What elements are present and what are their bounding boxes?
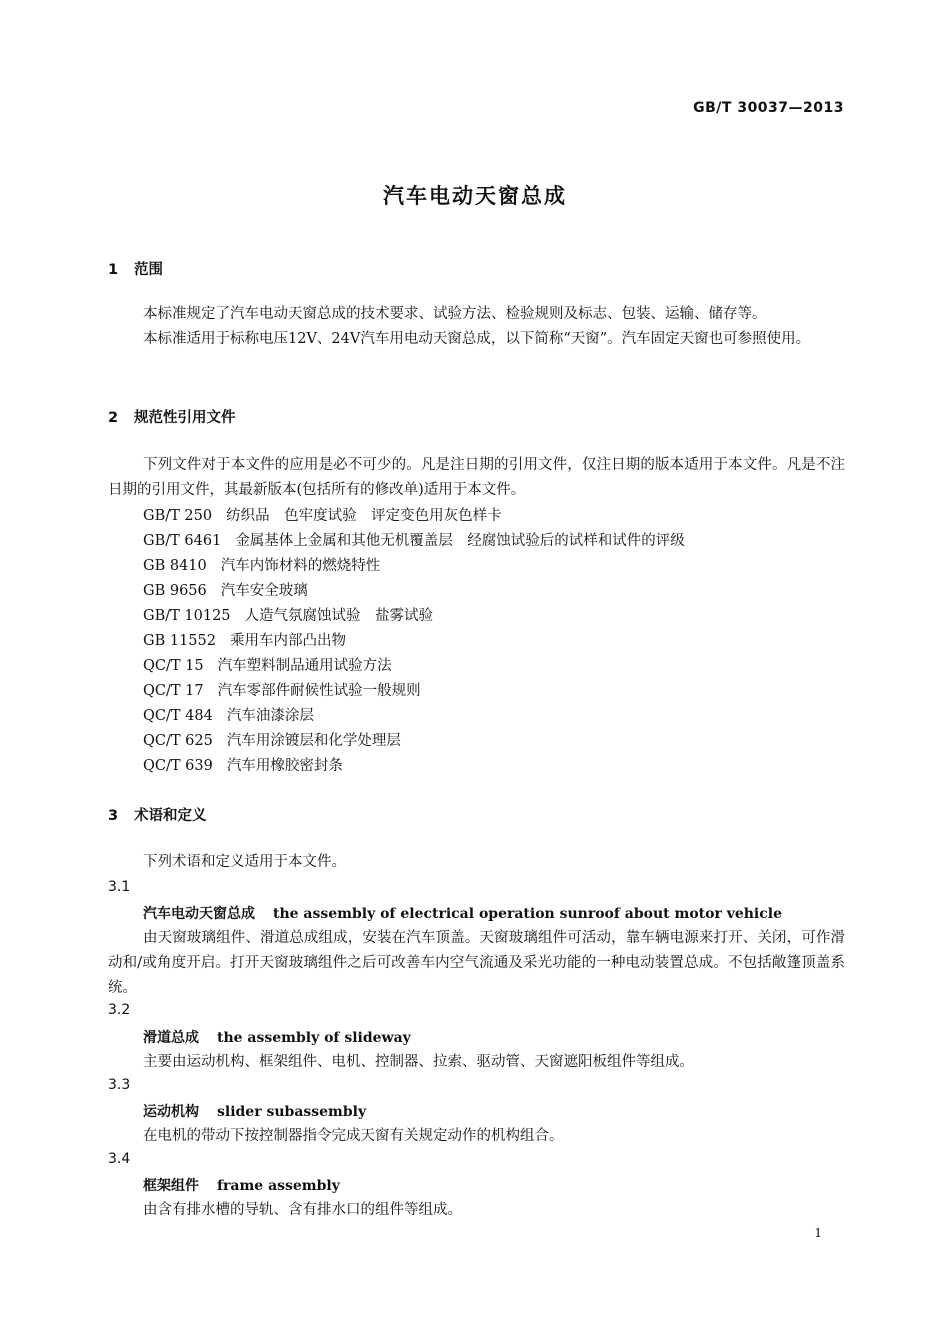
standard-code: GB/T 30037—2013	[693, 100, 844, 116]
term-number: 3.2	[108, 1002, 131, 1018]
reference-code: QC/T 484	[143, 708, 213, 724]
section-number: 3	[108, 808, 119, 824]
term-number: 3.1	[108, 879, 131, 895]
section-1-heading	[108, 258, 163, 279]
reference-title: 汽车用涂镀层和化学处理层	[226, 733, 401, 749]
reference-title: 纺织品 色牢度试验 评定变色用灰色样卡	[226, 508, 502, 524]
term-heading	[143, 903, 782, 923]
reference-item	[143, 654, 392, 675]
reference-code: GB 9656	[143, 583, 207, 599]
section-number: 2	[108, 410, 119, 426]
reference-title: 汽车油漆涂层	[226, 708, 314, 724]
reference-item	[143, 629, 346, 650]
reference-title: 汽车安全玻璃	[220, 583, 308, 599]
reference-title: 人造气氛腐蚀试验 盐雾试验	[244, 608, 434, 624]
term-english: the assembly of electrical operation sunroof about motor vehicle	[273, 906, 782, 922]
reference-code: GB/T 6461	[143, 533, 222, 549]
term-definition: 由天窗玻璃组件、滑道总成组成，安装在汽车顶盖。天窗玻璃组件可活动，靠车辆电源来打开、关闭，可作滑动和/或角度开启。打开天窗玻璃组件之后可改善车内空气流通及采光功能的一种电动装置总成。不包括敞篷顶盖系统。	[108, 930, 845, 996]
reference-item	[143, 604, 433, 625]
term-chinese: 汽车电动天窗总成	[143, 906, 255, 922]
reference-item	[143, 504, 502, 525]
term-heading	[143, 1175, 340, 1195]
term-chinese: 滑道总成	[143, 1030, 199, 1046]
term-english: slider subassembly	[217, 1104, 367, 1120]
term-number: 3.3	[108, 1077, 131, 1093]
reference-title: 汽车零部件耐候性试验一般规则	[217, 683, 421, 699]
scope-paragraph-2: 本标准适用于标称电压12V、24V汽车用电动天窗总成，以下简称“天窗”。汽车固定天窗也可参照使用。	[143, 331, 811, 347]
term-definition: 主要由运动机构、框架组件、电机、控制器、拉索、驱动管、天窗遮阳板组件等组成。	[143, 1054, 694, 1070]
reference-item	[143, 704, 314, 725]
section-number: 1	[108, 262, 119, 278]
reference-code: GB 8410	[143, 558, 207, 574]
term-chinese: 运动机构	[143, 1104, 199, 1120]
reference-item	[143, 579, 308, 600]
scope-paragraph-1: 本标准规定了汽车电动天窗总成的技术要求、试验方法、检验规则及标志、包装、运输、储存等。	[143, 306, 767, 322]
section-3-heading	[108, 804, 207, 825]
term-number: 3.4	[108, 1151, 131, 1167]
term-english: the assembly of slideway	[217, 1030, 411, 1046]
references-intro: 下列文件对于本文件的应用是必不可少的。凡是注日期的引用文件，仅注日期的版本适用于本文件。凡是不注日期的引用文件，其最新版本(包括所有的修改单)适用于本文件。	[108, 457, 845, 498]
term-definition: 在电机的带动下按控制器指令完成天窗有关规定动作的机构组合。	[143, 1128, 564, 1144]
section-title: 术语和定义	[134, 808, 207, 824]
reference-code: QC/T 17	[143, 683, 204, 699]
reference-title: 汽车内饰材料的燃烧特性	[220, 558, 381, 574]
reference-code: QC/T 625	[143, 733, 213, 749]
reference-item	[143, 554, 380, 575]
reference-item	[143, 754, 343, 775]
term-chinese: 框架组件	[143, 1178, 199, 1194]
reference-code: QC/T 15	[143, 658, 204, 674]
reference-code: GB/T 10125	[143, 608, 231, 624]
page-number: 1	[814, 1226, 822, 1240]
reference-code: GB 11552	[143, 633, 216, 649]
section-title: 规范性引用文件	[134, 410, 236, 426]
term-english: frame assembly	[217, 1178, 340, 1194]
reference-title: 乘用车内部凸出物	[229, 633, 346, 649]
document-title: 汽车电动天窗总成	[383, 184, 567, 208]
term-heading	[143, 1101, 366, 1121]
reference-item	[143, 529, 685, 550]
reference-item	[143, 679, 421, 700]
term-definition: 由含有排水槽的导轨、含有排水口的组件等组成。	[143, 1202, 462, 1218]
terms-intro: 下列术语和定义适用于本文件。	[143, 854, 346, 870]
term-heading	[143, 1027, 411, 1047]
reference-code: QC/T 639	[143, 758, 213, 774]
reference-title: 金属基体上金属和其他无机覆盖层 经腐蚀试验后的试样和试件的评级	[235, 533, 685, 549]
reference-title: 汽车塑料制品通用试验方法	[217, 658, 392, 674]
reference-code: GB/T 250	[143, 508, 213, 524]
section-title: 范围	[134, 262, 163, 278]
reference-item	[143, 729, 401, 750]
section-2-heading	[108, 406, 236, 427]
reference-title: 汽车用橡胶密封条	[226, 758, 343, 774]
